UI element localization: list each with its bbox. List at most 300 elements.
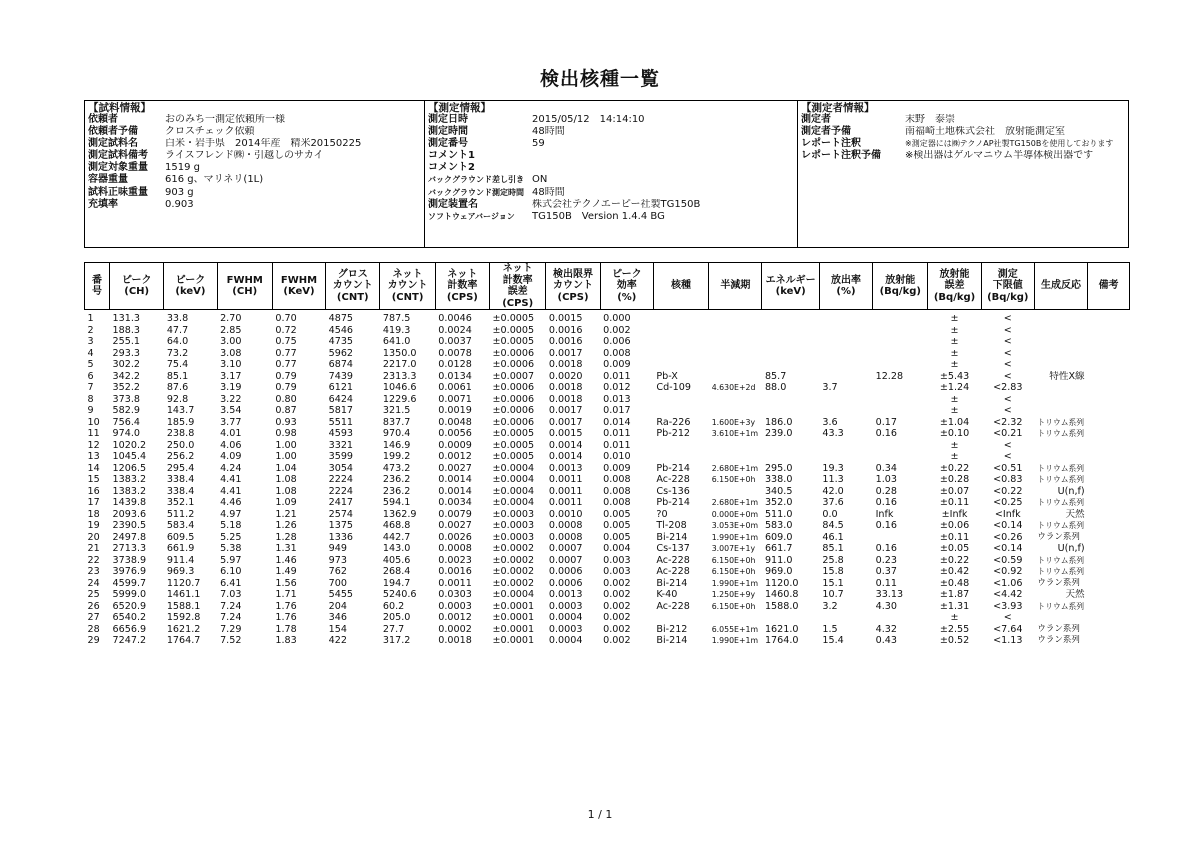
table-cell: 0.009 — [603, 359, 631, 370]
table-cell: 11 — [87, 428, 100, 439]
table-cell: 2224 — [328, 485, 354, 497]
table-cell — [1088, 405, 1130, 417]
table-cell — [819, 348, 872, 360]
table-cell — [1088, 624, 1130, 636]
table-row — [85, 555, 1130, 567]
measurement-info-row — [425, 174, 797, 186]
table-cell — [762, 336, 819, 348]
table-cell: 0.70 — [275, 313, 297, 324]
table-cell: 1362.9 — [382, 508, 417, 520]
table-cell: 3.77 — [220, 416, 242, 428]
table-cell — [819, 325, 872, 337]
table-cell: 146.9 — [382, 439, 411, 451]
table-cell: 3.54 — [220, 405, 242, 416]
table-cell: ±0.0003 — [492, 520, 535, 531]
table-cell: ±0.28 — [939, 474, 970, 485]
table-cell: 0.87 — [275, 405, 297, 416]
table-cell: 47.7 — [166, 324, 189, 336]
table-cell — [819, 612, 872, 624]
table-cell: 373.8 — [112, 393, 141, 405]
table-cell: 1588.0 — [764, 600, 799, 612]
table-cell: 0.008 — [603, 474, 631, 485]
table-cell: ±0.42 — [939, 566, 970, 577]
table-cell — [709, 348, 762, 360]
table-cell: 0.002 — [603, 612, 631, 623]
table-cell: 0.0013 — [548, 589, 583, 600]
table-cell: 1.08 — [275, 485, 297, 497]
table-cell: 42.0 — [822, 485, 844, 497]
table-cell: <Infk — [994, 508, 1021, 520]
table-cell: 0.0007 — [548, 554, 583, 566]
table-cell: 0.0016 — [548, 324, 583, 336]
table-cell: 317.2 — [382, 635, 411, 646]
table-cell — [653, 394, 708, 406]
table-cell — [1088, 589, 1130, 601]
measurement-info-rows — [425, 114, 797, 223]
measurement-info-value: 2015/05/12 14:14:10 — [532, 114, 645, 125]
table-cell — [1088, 601, 1130, 613]
table-cell: 0.002 — [603, 600, 631, 612]
table-cell: 1.250E+9y — [711, 590, 756, 599]
table-cell: 5.97 — [220, 554, 242, 566]
table-cell: 1206.5 — [112, 462, 147, 474]
table-cell: 3.19 — [220, 382, 242, 393]
sample-info-label: 測定対象重量 — [88, 162, 148, 174]
table-cell: < — [1003, 393, 1012, 405]
table-cell: 1.76 — [275, 612, 297, 623]
table-cell: 33.13 — [875, 589, 904, 600]
table-row — [85, 451, 1130, 463]
table-cell: ±0.0005 — [492, 428, 535, 439]
table-cell: 0.0008 — [548, 531, 583, 543]
table-cell: 4.24 — [220, 462, 242, 474]
table-cell: 4.32 — [875, 623, 897, 635]
table-cell: 6.10 — [220, 566, 242, 577]
table-cell: 2.70 — [220, 313, 242, 324]
measurement-info-value: 59 — [532, 138, 545, 150]
table-cell: 1383.2 — [112, 474, 147, 485]
table-cell: 27 — [87, 612, 100, 623]
table-cell: 0.009 — [603, 462, 631, 474]
table-cell: 3599 — [328, 451, 354, 462]
table-cell: 6874 — [328, 359, 354, 370]
measurement-info-label: バックグラウンド測定時間 — [428, 187, 524, 197]
table-cell: 0.17 — [875, 416, 897, 428]
table-cell: 473.2 — [382, 462, 411, 474]
sample-info-rows — [85, 114, 424, 211]
table-cell: 422 — [328, 635, 347, 646]
table-cell: 64.0 — [166, 336, 189, 347]
column-header: 生成反応 — [1034, 263, 1087, 310]
table-cell: 0.004 — [603, 543, 631, 554]
table-cell: 511.0 — [764, 508, 793, 520]
table-cell: ±0.0006 — [492, 382, 535, 393]
table-cell: 5.18 — [220, 520, 242, 531]
operator-info-row — [798, 114, 1128, 126]
table-cell: 0.0037 — [438, 336, 472, 347]
table-cell: 0.0018 — [548, 393, 583, 405]
table-cell: 295.0 — [764, 462, 793, 474]
measurement-info-value: TG150B Version 1.4.4 BG — [532, 210, 665, 222]
table-cell: Cs-137 — [656, 543, 690, 554]
sample-info-row — [85, 162, 424, 174]
table-cell: 1.990E+1m — [711, 578, 759, 588]
table-cell: 0.0009 — [438, 439, 472, 451]
table-cell: Pb-X — [656, 370, 678, 382]
table-cell: 0.002 — [603, 589, 631, 600]
table-cell: 3.08 — [220, 347, 242, 359]
table-cell: ±Infk — [941, 508, 968, 520]
table-cell: 1375 — [328, 520, 354, 531]
table-cell: 5240.6 — [382, 589, 417, 600]
table-cell — [1088, 474, 1130, 486]
table-cell: 0.0019 — [438, 405, 472, 416]
table-cell: < — [1003, 359, 1012, 370]
table-cell: ウラン系列 — [1037, 623, 1080, 634]
table-row — [85, 371, 1130, 383]
table-cell: 0.0016 — [438, 566, 472, 577]
operator-info-value: ※検出器はゲルマニウム半導体検出器です — [905, 150, 1094, 162]
table-cell: 12 — [87, 439, 100, 451]
table-cell: 28 — [87, 623, 100, 635]
table-cell: ± — [950, 405, 959, 416]
table-cell: 0.002 — [603, 324, 631, 336]
table-cell: 3.7 — [822, 382, 838, 393]
table-cell — [1088, 348, 1130, 360]
table-cell: 970.4 — [382, 428, 411, 439]
table-cell: 0.0011 — [548, 474, 583, 485]
table-cell: 60.2 — [382, 600, 405, 612]
table-cell: 1621.0 — [764, 623, 799, 635]
table-cell: 239.0 — [764, 428, 793, 439]
sample-info-label: 容器重量 — [88, 174, 128, 186]
table-cell — [1088, 428, 1130, 440]
table-cell: 204 — [328, 600, 347, 612]
column-header: ネット 計数率 誤差 (CPS) — [490, 263, 546, 310]
table-row — [85, 509, 1130, 521]
table-cell: 0.0020 — [548, 370, 583, 382]
table-cell: ウラン系列 — [1037, 577, 1080, 588]
table-cell: 661.7 — [764, 543, 793, 554]
table-cell: 1.28 — [275, 531, 297, 543]
table-cell — [819, 451, 872, 463]
table-cell: 0.0014 — [548, 439, 583, 451]
table-cell — [1088, 578, 1130, 590]
table-cell: 17 — [87, 497, 100, 508]
table-cell: 0.0078 — [438, 347, 472, 359]
table-cell: 2217.0 — [382, 359, 417, 370]
table-cell: 1764.0 — [764, 635, 799, 646]
table-cell: 321.5 — [382, 405, 411, 416]
table-cell: 19 — [87, 520, 100, 531]
table-cell: 3.00 — [220, 336, 242, 347]
table-row — [85, 497, 1130, 509]
sample-info-row — [85, 138, 424, 150]
table-cell: 5455 — [328, 589, 354, 600]
column-header: ピーク 効率 (%) — [600, 263, 653, 310]
table-cell — [762, 612, 819, 624]
table-cell: 92.8 — [166, 393, 189, 405]
sample-info-row — [85, 187, 424, 199]
table-cell: 0.0013 — [548, 462, 583, 474]
table-cell: ±0.22 — [939, 554, 970, 566]
table-cell: 3.053E+0m — [711, 521, 759, 530]
table-cell: <3.93 — [993, 600, 1023, 612]
table-header-row — [85, 263, 1130, 310]
table-cell: 1.21 — [275, 508, 297, 520]
table-cell: 6.150E+0h — [711, 555, 756, 565]
table-cell: ±0.0002 — [492, 554, 535, 566]
table-cell — [873, 532, 928, 544]
table-cell: 973 — [328, 554, 347, 566]
table-cell: 84.5 — [822, 520, 844, 531]
table-cell: 1045.4 — [112, 451, 147, 462]
page-title: 検出核種一覧 — [539, 68, 660, 90]
table-cell — [762, 348, 819, 360]
table-cell — [1088, 310, 1130, 325]
operator-info-label: 測定者予備 — [801, 126, 851, 138]
table-cell: 268.4 — [382, 566, 411, 577]
table-cell: K-40 — [656, 589, 678, 600]
table-cell: ±0.0001 — [492, 635, 535, 646]
table-cell: 1461.1 — [166, 589, 201, 600]
column-header: ネット カウント (CNT) — [380, 263, 435, 310]
table-cell: 4.09 — [220, 451, 242, 462]
table-cell: 0.014 — [603, 416, 631, 428]
table-cell: 346 — [328, 612, 347, 623]
table-cell: 1460.8 — [764, 589, 799, 600]
sample-info-heading: 【試料情報】 — [88, 102, 151, 114]
table-cell: 641.0 — [382, 336, 411, 347]
table-cell: ±1.24 — [939, 382, 970, 393]
table-cell: 969.3 — [166, 566, 195, 577]
column-header: ピーク (keV) — [164, 263, 217, 310]
sample-info-value: 616 g、マリネリ(1L) — [165, 174, 264, 186]
table-cell — [873, 394, 928, 406]
measurement-info-row — [425, 114, 797, 126]
column-header: 放射能 誤差 (Bq/kg) — [928, 263, 981, 310]
table-cell — [762, 451, 819, 463]
table-cell: 0.002 — [603, 635, 631, 646]
table-cell: 511.2 — [166, 508, 195, 520]
table-cell: 0.79 — [275, 370, 297, 382]
table-cell: 7 — [87, 382, 94, 393]
table-cell: 3.22 — [220, 393, 242, 405]
table-cell: 0.0008 — [438, 543, 472, 554]
table-cell: 7.52 — [220, 635, 242, 646]
table-cell: 1.00 — [275, 439, 297, 451]
table-cell — [1034, 325, 1087, 337]
operator-info-label: 測定者 — [801, 114, 831, 125]
operator-info-label: レポート注釈予備 — [801, 150, 881, 162]
table-cell: ±0.07 — [939, 485, 970, 497]
table-cell: 0.0011 — [548, 485, 583, 497]
sample-info-row — [85, 126, 424, 138]
table-cell: 0.005 — [603, 508, 631, 520]
table-cell: 1350.0 — [382, 347, 417, 359]
table-cell: 1229.6 — [382, 393, 417, 405]
table-cell: 1.990E+1m — [711, 636, 759, 645]
table-cell: 0.0011 — [438, 577, 472, 589]
table-cell — [1088, 382, 1130, 394]
table-row — [85, 474, 1130, 486]
table-cell — [1088, 532, 1130, 544]
table-cell: 4 — [87, 347, 94, 359]
table-row — [85, 405, 1130, 417]
table-cell: 7.24 — [220, 612, 242, 623]
sample-info-value: クロスチェック依頼 — [165, 126, 255, 138]
table-cell: 582.9 — [112, 405, 141, 416]
table-cell: <4.42 — [993, 589, 1023, 600]
table-cell: < — [1003, 451, 1012, 462]
table-cell: 88.0 — [764, 382, 787, 393]
table-cell — [1088, 440, 1130, 452]
sample-info-value: 903 g — [165, 186, 194, 198]
table-cell: 0.000E+0m — [711, 509, 759, 519]
table-cell: 255.1 — [112, 336, 141, 347]
table-cell: 0.37 — [875, 566, 897, 577]
table-cell: 0.93 — [275, 416, 297, 428]
table-cell: ±0.10 — [939, 428, 970, 439]
table-cell: 2497.8 — [112, 531, 147, 543]
table-cell: <0.14 — [993, 543, 1023, 554]
table-cell: 0.0003 — [438, 600, 472, 612]
page-number: 1 / 1 — [587, 808, 613, 821]
table-row — [85, 463, 1130, 475]
table-cell: 0.0015 — [548, 313, 583, 324]
table-cell: 1.56 — [275, 577, 297, 589]
table-cell: 1120.0 — [764, 577, 799, 589]
table-cell: Ac-228 — [656, 600, 690, 612]
table-cell: 0.0134 — [438, 370, 472, 382]
operator-info-row — [798, 126, 1128, 138]
table-cell: 6.055E+1m — [711, 624, 759, 634]
table-cell: 405.6 — [382, 554, 411, 566]
table-cell: 0.0027 — [438, 520, 472, 531]
table-cell: 0.80 — [275, 393, 297, 405]
table-cell — [873, 336, 928, 348]
table-cell: 0.011 — [603, 370, 631, 382]
table-row — [85, 348, 1130, 360]
table-cell: ±0.06 — [939, 520, 970, 531]
table-cell: トリウム系列 — [1037, 521, 1085, 530]
table-cell — [709, 405, 762, 417]
table-cell: ± — [950, 359, 959, 370]
table-cell: 3738.9 — [112, 554, 147, 566]
table-cell: Ac-228 — [656, 554, 690, 566]
table-cell: ±0.0002 — [492, 577, 535, 589]
table-cell: 1046.6 — [382, 382, 417, 393]
table-cell: 0.0014 — [548, 451, 583, 462]
column-header: 放出率 (%) — [819, 263, 872, 310]
table-cell: 4875 — [328, 313, 354, 324]
operator-info-label: レポート注釈 — [801, 138, 861, 150]
column-header: 核種 — [653, 263, 708, 310]
table-cell — [1088, 497, 1130, 509]
measurement-info-label: 測定日時 — [428, 114, 468, 125]
table-cell: 0.16 — [875, 543, 897, 554]
table-row — [85, 359, 1130, 371]
table-cell — [762, 310, 819, 325]
table-cell: 0.98 — [275, 428, 297, 439]
table-cell: 0.0023 — [438, 554, 472, 566]
table-cell: 0.0018 — [548, 359, 583, 370]
table-cell: Infk — [875, 508, 894, 520]
table-cell — [653, 310, 708, 325]
table-cell — [1034, 359, 1087, 371]
table-cell: ±0.11 — [939, 531, 970, 543]
table-cell: 0.34 — [875, 462, 897, 474]
table-cell: 6540.2 — [112, 612, 147, 623]
table-cell: 6520.9 — [112, 600, 147, 612]
table-cell: 75.4 — [166, 359, 189, 370]
table-cell: 194.7 — [382, 577, 411, 589]
table-cell: ±2.55 — [939, 623, 970, 635]
table-cell: 特性X線 — [1049, 370, 1085, 382]
table-cell: ±0.0004 — [492, 462, 535, 474]
table-cell: 0.0027 — [438, 462, 472, 474]
measurement-info-value: 48時間 — [532, 186, 565, 198]
table-cell: 6424 — [328, 393, 354, 405]
table-cell: 3 — [87, 336, 94, 347]
table-cell: 7439 — [328, 370, 354, 382]
table-cell: 1336 — [328, 531, 354, 543]
table-cell: Pb-214 — [656, 462, 691, 474]
table-cell: ±0.0005 — [492, 324, 535, 336]
sample-info-label: 試料正味重量 — [88, 186, 148, 198]
measurement-info-value: 48時間 — [532, 126, 565, 138]
table-cell: 2 — [87, 324, 94, 336]
sample-info-row — [85, 150, 424, 162]
column-header: FWHM (CH) — [217, 263, 272, 310]
table-cell: ±0.0006 — [492, 405, 535, 416]
table-cell: 37.6 — [822, 497, 844, 508]
table-cell: 23 — [87, 566, 100, 577]
column-header: 番 号 — [85, 263, 110, 310]
table-cell: 131.3 — [112, 313, 141, 324]
table-cell: 26 — [87, 600, 100, 612]
table-cell: <1.06 — [993, 577, 1023, 589]
table-cell: Cd-109 — [656, 382, 691, 393]
table-cell: 0.011 — [603, 439, 631, 451]
table-row — [85, 566, 1130, 578]
table-cell — [653, 348, 708, 360]
table-cell: <0.14 — [993, 520, 1023, 531]
sample-info-value: ライスフレンド㈱・引越しのサカイ — [165, 150, 324, 162]
table-cell: 1120.7 — [166, 577, 201, 589]
table-cell: 9 — [87, 405, 94, 416]
table-cell: 0.0018 — [438, 635, 472, 646]
table-cell: 20 — [87, 531, 100, 543]
table-cell: 0.0011 — [548, 497, 583, 508]
table-cell: 15.8 — [822, 566, 844, 577]
sample-info-value: 白米・岩手県 2014年産 精米20150225 — [165, 138, 362, 150]
table-cell — [1088, 451, 1130, 463]
table-cell: 1.83 — [275, 635, 297, 646]
table-cell: 6 — [87, 370, 94, 382]
table-cell: 236.2 — [382, 485, 411, 497]
table-cell — [762, 405, 819, 417]
table-cell: 340.5 — [764, 485, 793, 497]
table-cell: 0.28 — [875, 485, 897, 497]
table-cell — [873, 405, 928, 417]
table-cell: Tl-208 — [656, 520, 687, 531]
table-cell: 13 — [87, 451, 100, 462]
table-cell — [709, 486, 762, 498]
table-cell: 236.2 — [382, 474, 411, 485]
table-cell: Pb-212 — [656, 428, 691, 439]
table-cell: <0.51 — [993, 462, 1023, 474]
